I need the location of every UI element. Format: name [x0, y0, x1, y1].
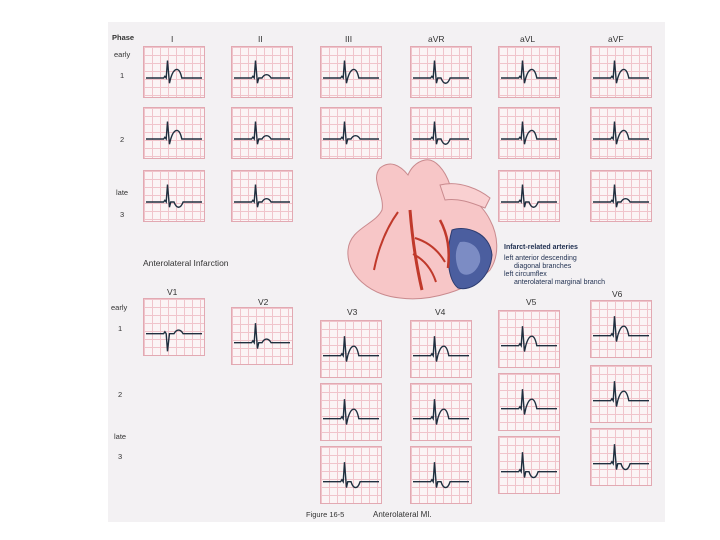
ecg-trace: [501, 326, 557, 351]
limb-strip-2-III: [320, 107, 382, 159]
ecg-trace: [323, 399, 379, 424]
ecg-trace: [323, 336, 379, 361]
limb-strip-1-aVF: [590, 46, 652, 98]
ecg-trace: [323, 462, 379, 487]
limb-strip-3-II: [231, 170, 293, 222]
figure-number: Figure 16-5: [306, 510, 345, 519]
precordial-strip-V5-2: [498, 373, 560, 431]
lead-label-v2: V2: [258, 297, 269, 307]
ecg-trace: [323, 61, 379, 84]
ecg-trace: [593, 444, 649, 469]
precordial-strip-V4-2: [410, 383, 472, 441]
precordial-strip-V3-2: [320, 383, 382, 441]
phase-label-1: 1: [120, 71, 125, 80]
ecg-trace: [501, 452, 557, 477]
lead-label-v6: V6: [612, 289, 623, 299]
lead-label-II: II: [258, 34, 263, 44]
limb-strip-3-aVF: [590, 170, 652, 222]
phase-label-early: early: [114, 50, 131, 59]
limb-strip-2-aVF: [590, 107, 652, 159]
limb-strip-1-III: [320, 46, 382, 98]
ecg-trace: [501, 389, 557, 414]
lead-label-v4: V4: [435, 307, 446, 317]
lead-label-avf: aVF: [608, 34, 624, 44]
ecg-trace: [146, 330, 202, 351]
ecg-trace: [593, 61, 649, 84]
precordial-phase-2: 2: [118, 390, 123, 399]
precordial-strip-V4-1: [410, 320, 472, 378]
artery-line-1: left anterior descending: [504, 255, 577, 262]
ecg-trace: [501, 61, 557, 84]
ecg-trace: [146, 61, 202, 84]
ecg-trace: [146, 185, 202, 208]
precordial-strip-V3-1: [320, 320, 382, 378]
heart-illustration: [340, 150, 500, 310]
arteries-title: Infarct-related arteries: [504, 244, 578, 251]
ecg-trace: [146, 122, 202, 145]
lead-label-avl: aVL: [520, 34, 536, 44]
lead-label-avr: aVR: [428, 34, 445, 44]
artery-line-2: diagonal branches: [514, 263, 572, 270]
ecg-trace: [413, 61, 469, 84]
ecg-trace: [234, 122, 290, 145]
limb-strip-2-aVL: [498, 107, 560, 159]
ecg-trace: [234, 185, 290, 208]
limb-strip-3-I: [143, 170, 205, 222]
limb-strip-2-I: [143, 107, 205, 159]
precordial-phase-early: early: [111, 303, 128, 312]
ecg-trace: [234, 61, 290, 84]
artery-line-3: left circumflex: [504, 271, 547, 278]
artery-line-4: anterolateral marginal branch: [514, 279, 606, 286]
lead-label-I: I: [171, 34, 174, 44]
phase-label-2: 2: [120, 135, 125, 144]
ecg-trace: [234, 323, 290, 348]
limb-strip-1-aVL: [498, 46, 560, 98]
phase-header: Phase: [112, 33, 135, 42]
limb-strip-2-aVR: [410, 107, 472, 159]
precordial-strip-V6-1: [590, 300, 652, 358]
ecg-trace: [413, 399, 469, 424]
ecg-trace: [593, 185, 649, 208]
precordial-strip-V5-3: [498, 436, 560, 494]
ecg-trace: [413, 336, 469, 361]
figure-caption: Anterolateral MI.: [373, 510, 432, 519]
lead-label-v5: V5: [526, 297, 537, 307]
limb-strip-2-II: [231, 107, 293, 159]
ecg-trace: [593, 381, 649, 406]
precordial-phase-3: 3: [118, 452, 123, 461]
precordial-strip-V6-3: [590, 428, 652, 486]
lead-label-III: III: [345, 34, 353, 44]
ecg-trace: [323, 122, 379, 145]
ecg-trace: [501, 185, 557, 208]
limb-strip-3-aVL: [498, 170, 560, 222]
ecg-trace: [413, 122, 469, 145]
ecg-trace: [593, 122, 649, 145]
lead-label-v3: V3: [347, 307, 358, 317]
precordial-phase-1: 1: [118, 324, 123, 333]
ecg-trace: [501, 122, 557, 145]
lead-label-v1: V1: [167, 287, 178, 297]
limb-strip-1-II: [231, 46, 293, 98]
ecg-trace: [593, 316, 649, 341]
limb-strip-1-I: [143, 46, 205, 98]
precordial-strip-V1-1: [143, 298, 205, 356]
precordial-strip-V6-2: [590, 365, 652, 423]
limb-strip-1-aVR: [410, 46, 472, 98]
precordial-strip-V4-3: [410, 446, 472, 504]
ecg-trace: [413, 462, 469, 487]
section-title: Anterolateral Infarction: [143, 258, 229, 268]
precordial-strip-V3-3: [320, 446, 382, 504]
precordial-strip-V5-1: [498, 310, 560, 368]
precordial-strip-V2-1: [231, 307, 293, 365]
phase-label-3: 3: [120, 210, 125, 219]
precordial-phase-late: late: [114, 432, 127, 441]
phase-label-late: late: [116, 188, 129, 197]
